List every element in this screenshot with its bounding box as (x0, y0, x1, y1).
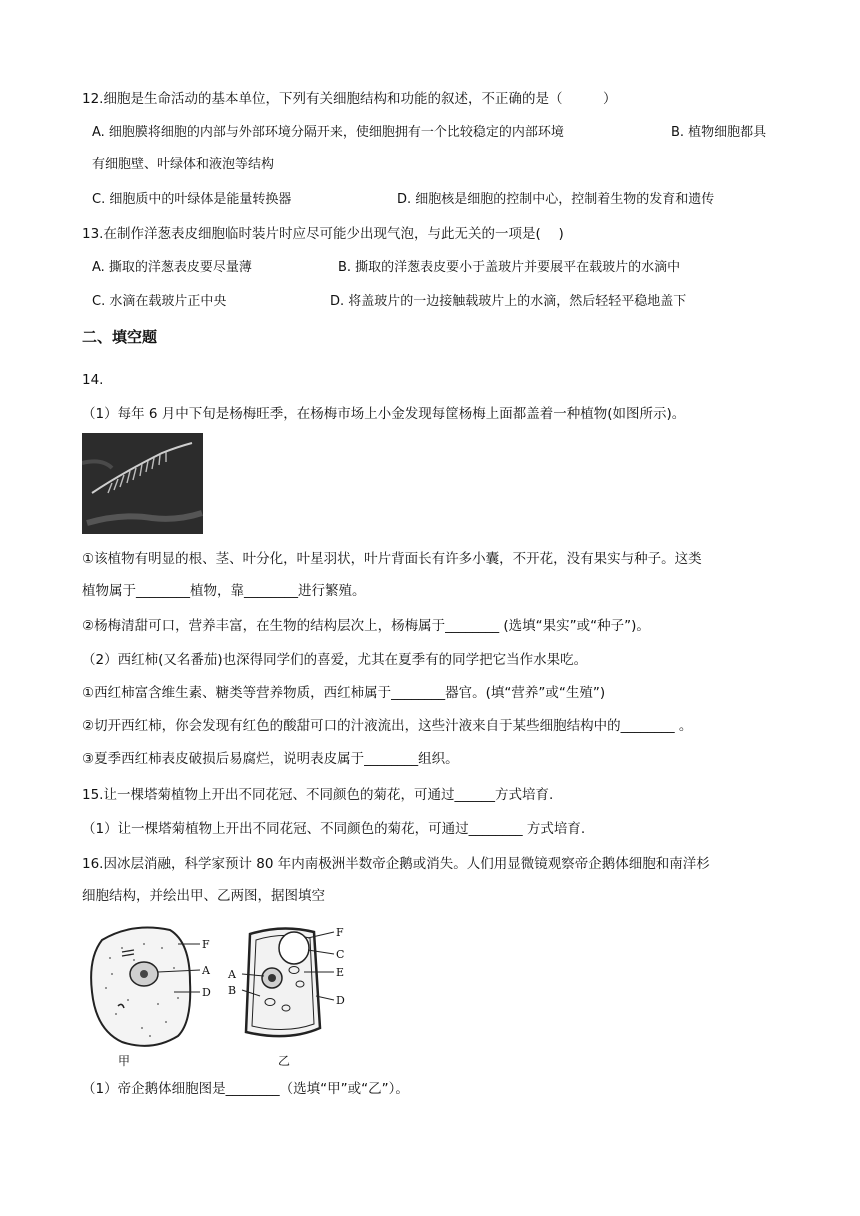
yi-label-b: B (228, 984, 237, 997)
jia-caption: 甲 (118, 1054, 131, 1068)
q16-stem-line2: 细胞结构，并绘出甲、乙两图，据图填空 (82, 888, 325, 904)
q13-stem: 13.在制作洋葱表皮细胞临时装片时应尽可能少出现气泡，与此无关的一项是( ) (82, 226, 564, 242)
q15-stem: 15.让一棵塔菊植物上开出不同花冠、不同颜色的菊花，可通过______方式培育. (82, 787, 554, 803)
jia-label-f: F (202, 938, 210, 951)
q12-stem: 12.细胞是生命活动的基本单位，下列有关细胞结构和功能的叙述，不正确的是（ ） (82, 91, 617, 107)
q14-part2: （2）西红柿(又名番茄)也深得同学们的喜爱，尤其在夏季有的同学把它当作水果吃。 (82, 652, 588, 668)
plant-cell (242, 928, 334, 1036)
q16-part1: （1）帝企鹅体细胞图是________（选填“甲”或“乙”）。 (82, 1081, 409, 1097)
yi-label-a: A (228, 968, 236, 981)
q14-part2-item2: ②切开西红柿，你会发现有红色的酸甜可口的汁液流出，这些汁液来自于某些细胞结构中的________ 。 (82, 718, 693, 734)
q14-number: 14. (82, 372, 104, 388)
animal-cell (91, 928, 200, 1046)
q13-option-d: D. 将盖玻片的一边接触载玻片上的水滴，然后轻轻平稳地盖下 (330, 294, 687, 309)
q12-option-a: A. 细胞膜将细胞的内部与外部环境分隔开来，使细胞拥有一个比较稳定的内部环境 (92, 125, 564, 140)
yi-label-f: F (336, 926, 344, 939)
q13-option-a: A. 撕取的洋葱表皮要尽量薄 (92, 260, 252, 275)
q12-option-d: D. 细胞核是细胞的控制中心，控制着生物的发育和遗传 (397, 192, 715, 207)
q14-item1-line2: 植物属于________植物，靠________进行繁殖。 (82, 583, 366, 599)
q12-option-b-cont: 有细胞壁、叶绿体和液泡等结构 (92, 157, 275, 172)
q13-option-b: B. 撕取的洋葱表皮要小于盖玻片并要展平在载玻片的水滴中 (338, 260, 681, 275)
q14-item1-line1: ①该植物有明显的根、茎、叶分化，叶星羽状，叶片背面长有许多小囊，不开花，没有果实与种子。这类 (82, 551, 702, 567)
q13-option-c: C. 水滴在载玻片正中央 (92, 294, 227, 309)
q14-part2-item3: ③夏季西红柿表皮破损后易腐烂，说明表皮属于________组织。 (82, 751, 459, 767)
fern-photo (82, 433, 203, 534)
yi-label-d: D (336, 994, 345, 1007)
jia-label-d: D (202, 986, 211, 999)
q14-item2: ②杨梅清甜可口，营养丰富，在生物的结构层次上，杨梅属于________ (选填“果实”或“种子”)。 (82, 618, 650, 634)
jia-label-a: A (202, 964, 210, 977)
q12-option-b: B. 植物细胞都具 (671, 125, 767, 140)
q14-part1: （1）每年 6 月中下旬是杨梅旺季，在杨梅市场上小金发现每筐杨梅上面都盖着一种植物(如图所示)。 (82, 406, 686, 422)
q12-option-c: C. 细胞质中的叶绿体是能量转换器 (92, 192, 292, 207)
q15-part1: （1）让一棵塔菊植物上开出不同花冠、不同颜色的菊花，可通过________ 方式培育. (82, 821, 586, 837)
section-heading: 二、填空题 (82, 328, 158, 346)
q16-stem-line1: 16.因冰层消融，科学家预计 80 年内南极洲半数帝企鹅或消失。人们用显微镜观察帝企鹅体细胞和南洋杉 (82, 856, 710, 872)
q14-part2-item1: ①西红柿富含维生素、糖类等营养物质，西红柿属于________器官。(填“营养”或“生殖”) (82, 685, 606, 701)
yi-label-e: E (336, 966, 345, 979)
cell-diagram (82, 918, 382, 1070)
yi-label-c: C (336, 948, 345, 961)
yi-caption: 乙 (278, 1054, 291, 1068)
